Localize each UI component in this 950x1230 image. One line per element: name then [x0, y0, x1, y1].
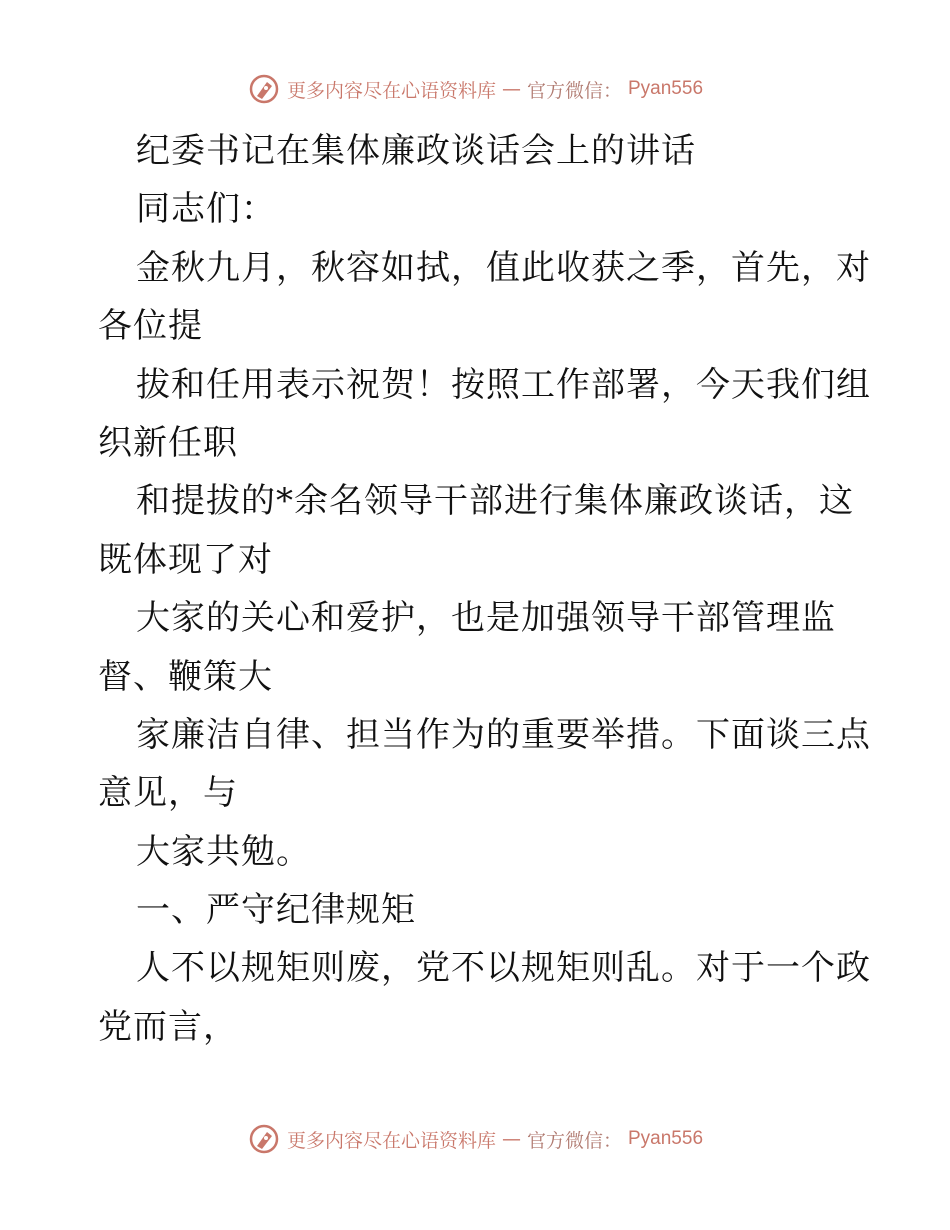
pen-nib-logo-icon — [247, 1122, 281, 1156]
pen-nib-logo-icon — [247, 72, 281, 106]
paragraph-line: 家廉洁自律、担当作为的重要举措。下面谈三点 — [136, 714, 871, 755]
watermark-dash: — — [501, 1128, 521, 1150]
header-watermark — [0, 72, 950, 106]
paragraph-line: 和提拔的*余名领导干部进行集体廉政谈话，这 — [136, 481, 854, 522]
salutation: 同志们： — [136, 189, 276, 230]
paragraph-line: 督、鞭策大 — [98, 656, 273, 697]
watermark-label: 官方微信： — [526, 1129, 622, 1152]
section-heading: 一、严守纪律规矩 — [136, 890, 416, 931]
watermark-label: 官方微信： — [526, 79, 622, 102]
paragraph-line: 大家的关心和爱护，也是加强领导干部管理监 — [136, 598, 836, 639]
watermark-brand: 更多内容尽在心语资料库 — [286, 1129, 496, 1152]
paragraph-line: 大家共勉。 — [136, 831, 311, 872]
footer-watermark — [0, 1122, 950, 1156]
watermark-dash: — — [501, 78, 521, 100]
watermark-id: Pyan556 — [628, 78, 704, 99]
paragraph-line: 既体现了对 — [98, 539, 273, 580]
paragraph-line: 各位提 — [98, 306, 203, 347]
paragraph-line: 拔和任用表示祝贺！按照工作部署，今天我们组 — [136, 364, 871, 405]
paragraph-line: 党而言， — [98, 1006, 238, 1047]
paragraph-line: 人不以规矩则废，党不以规矩则乱。对于一个政 — [136, 948, 871, 989]
paragraph-line: 意见，与 — [98, 773, 238, 814]
watermark-brand: 更多内容尽在心语资料库 — [286, 79, 496, 102]
document-body — [98, 122, 871, 1056]
watermark-id: Pyan556 — [628, 1128, 704, 1149]
paragraph-line: 金秋九月，秋容如拭，值此收获之季，首先，对 — [136, 247, 871, 288]
paragraph-line: 织新任职 — [98, 422, 238, 463]
document-title: 纪委书记在集体廉政谈话会上的讲话 — [136, 131, 696, 171]
